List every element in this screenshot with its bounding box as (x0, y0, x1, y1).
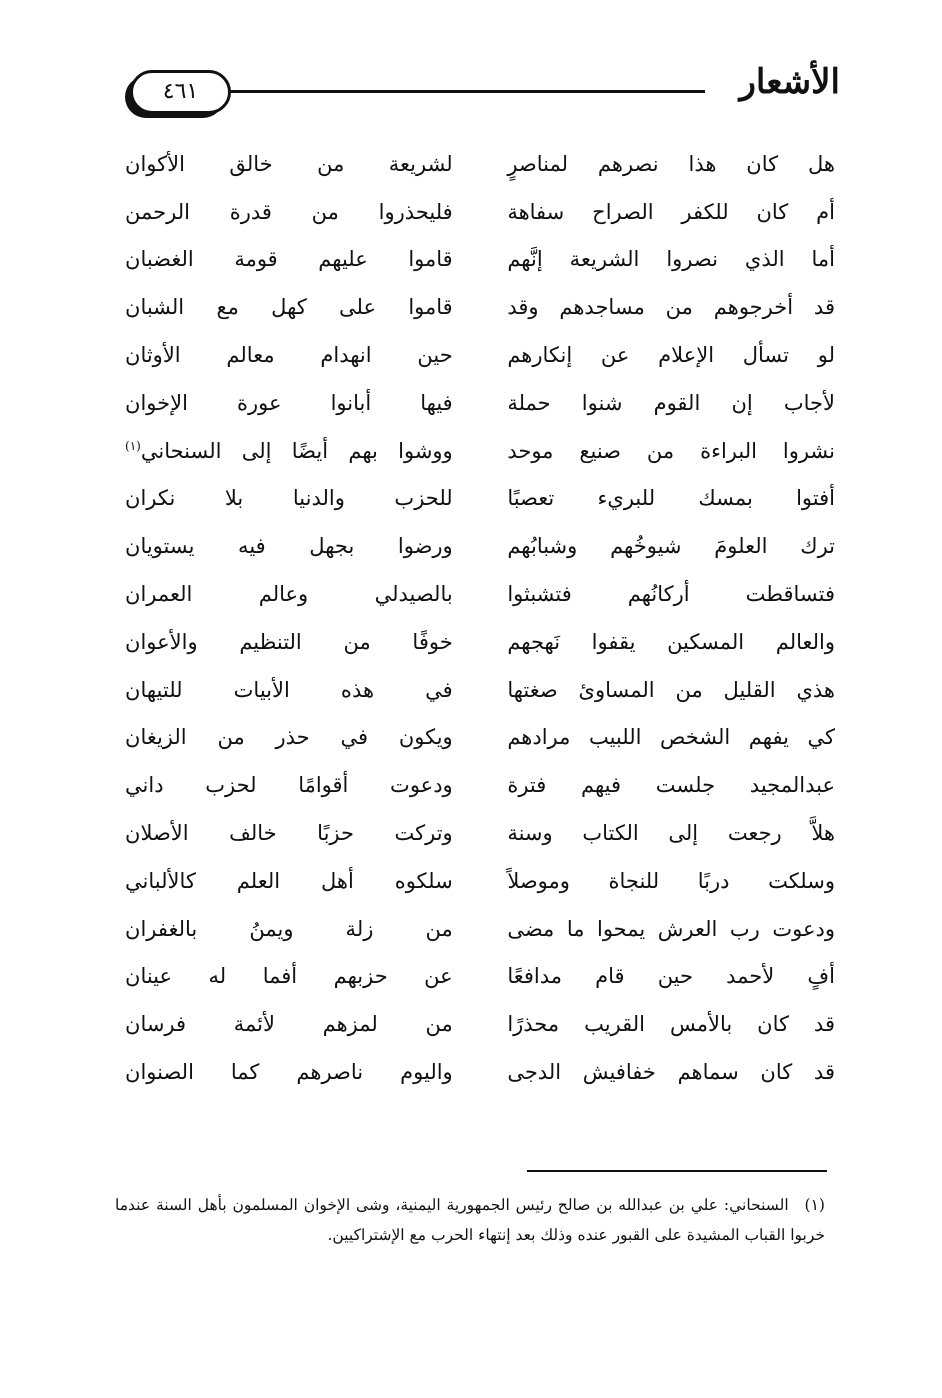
page-title: الأشعار (739, 62, 840, 102)
verse-second-hemistich (125, 200, 453, 224)
verse-row (125, 331, 835, 379)
page-header (120, 52, 840, 112)
verse-first-hemistich: أم كان للكفر الصراح سفاهة (507, 199, 835, 224)
verse-row (125, 140, 835, 188)
verse-first-hemistich: قد أخرجوهم من مساجدهم وقد (507, 295, 835, 320)
verse-text: فليحذروا من قدرة الرحمن (125, 199, 453, 224)
verse-row (125, 714, 835, 762)
verse-row (125, 666, 835, 714)
verse-row (125, 761, 835, 809)
verse-first-hemistich: لأجاب إن القوم شنوا حملة (507, 390, 835, 415)
verse-row (125, 1000, 835, 1048)
verse-text: قاموا على كهل مع الشبان (125, 295, 453, 320)
verse-first-hemistich: كي يفهم الشخص اللبيب مرادهم (507, 725, 835, 750)
verse-first-hemistich: فتساقطت أركانُهم فتشبثوا (507, 582, 835, 607)
verse-first-hemistich: لو تسأل الإعلام عن إنكارهم (507, 343, 835, 368)
header-rule (215, 90, 705, 93)
verse-text: فيها أبانوا عورة الإخوان (125, 390, 453, 415)
footnote-text: السنحاني: علي بن عبدالله بن صالح رئيس الجمهورية اليمنية، وشى الإخوان المسلمون بأهل السنة عندما خربوا القباب المشيدة على القبور عنده وذلك بعد إنتهاء الحرب مع الإشتراكيين. (115, 1196, 825, 1244)
verse-first-hemistich: ترك العلومَ شيوخُهم وشبابُهم (507, 534, 835, 559)
verse-second-hemistich (125, 1060, 453, 1084)
poem (125, 140, 835, 1096)
verse-first-hemistich: هل كان هذا نصرهم لمناصرٍ (507, 151, 835, 176)
verse-first-hemistich: قد كان بالأمس القريب محذرًا (507, 1012, 835, 1037)
verse-second-hemistich (125, 964, 453, 988)
verse-second-hemistich (125, 534, 453, 558)
verse-text: قاموا عليهم قومة الغضبان (125, 247, 453, 272)
verse-first-hemistich: هلاَّ رجعت إلى الكتاب وسنة (507, 821, 835, 846)
verse-text: من زلة ويمنُ بالغفران (125, 916, 453, 941)
verse-text: من لمزهم لأئمة فرسان (125, 1012, 453, 1037)
verse-second-hemistich (125, 869, 453, 893)
verse-row (125, 618, 835, 666)
footnote-rule (527, 1170, 827, 1172)
verse-text: ووشوا بهم أيضًا إلى السنحاني (140, 438, 453, 463)
verse-row (125, 188, 835, 236)
verse-first-hemistich: نشروا البراءة من صنيع موحد (507, 438, 835, 463)
verse-row (125, 1048, 835, 1096)
verse-second-hemistich (125, 630, 453, 654)
page-number-badge: ٤٦١ (130, 70, 231, 114)
verse-first-hemistich: والعالم المسكين يقفوا نَهجهم (507, 629, 835, 654)
verse-row (125, 522, 835, 570)
verse-second-hemistich (125, 152, 453, 176)
verse-text: ودعوت أقوامًا لحزب داني (125, 773, 453, 798)
verse-row (125, 570, 835, 618)
verse-second-hemistich (125, 439, 453, 463)
verse-text: حين انهدام معالم الأوثان (125, 343, 453, 368)
verse-text: للحزب والدنيا بلا نكران (125, 486, 453, 511)
verse-first-hemistich: وسلكت دربًا للنجاة وموصلاً (507, 868, 835, 893)
verse-row (125, 857, 835, 905)
verse-text: خوفًا من التنظيم والأعوان (125, 629, 453, 654)
verse-second-hemistich (125, 391, 453, 415)
verse-row (125, 379, 835, 427)
verse-first-hemistich: أفتوا بمسك للبريء تعصبًا (507, 486, 835, 511)
verse-second-hemistich (125, 295, 453, 319)
verse-text: سلكوه أهل العلم كالألباني (125, 868, 453, 893)
verse-row (125, 236, 835, 284)
verse-row (125, 905, 835, 953)
verse-second-hemistich (125, 821, 453, 845)
verse-second-hemistich (125, 582, 453, 606)
verse-first-hemistich: عبدالمجيد جلست فيهم فترة (507, 773, 835, 798)
verse-second-hemistich (125, 486, 453, 510)
verse-row (125, 809, 835, 857)
verse-first-hemistich: أفٍ لأحمد حين قام مدافعًا (507, 964, 835, 989)
verse-text: بالصيدلي وعالم العمران (125, 582, 453, 607)
verse-text: عن حزبهم أفما له عينان (125, 964, 453, 989)
verse-second-hemistich (125, 1012, 453, 1036)
footnote-marker: (١) (125, 438, 141, 453)
verse-second-hemistich (125, 247, 453, 271)
verse-second-hemistich (125, 343, 453, 367)
verse-row (125, 427, 835, 475)
verse-first-hemistich: قد كان سماهم خفافيش الدجى (507, 1060, 835, 1085)
verse-text: لشريعة من خالق الأكوان (125, 151, 453, 176)
footnote (115, 1190, 825, 1250)
verse-second-hemistich (125, 917, 453, 941)
verse-text: في هذه الأبيات للتيهان (125, 677, 453, 702)
verse-row (125, 953, 835, 1001)
footnote-number: (١) (804, 1196, 825, 1214)
verse-first-hemistich: أما الذي نصروا الشريعة إنَّهم (507, 247, 835, 272)
verse-row (125, 283, 835, 331)
verse-second-hemistich (125, 725, 453, 749)
verse-second-hemistich (125, 678, 453, 702)
verse-text: ويكون في حذر من الزيغان (125, 725, 453, 750)
verse-second-hemistich (125, 773, 453, 797)
verse-row (125, 475, 835, 523)
verse-text: واليوم ناصرهم كما الصنوان (125, 1060, 453, 1085)
verse-first-hemistich: ودعوت رب العرش يمحوا ما مضى (507, 916, 835, 941)
verse-text: ورضوا بجهل فيه يستويان (125, 534, 453, 559)
verse-text: وتركت حزبًا خالف الأصلان (125, 821, 453, 846)
verse-first-hemistich: هذي القليل من المساوئ صغتها (507, 677, 835, 702)
